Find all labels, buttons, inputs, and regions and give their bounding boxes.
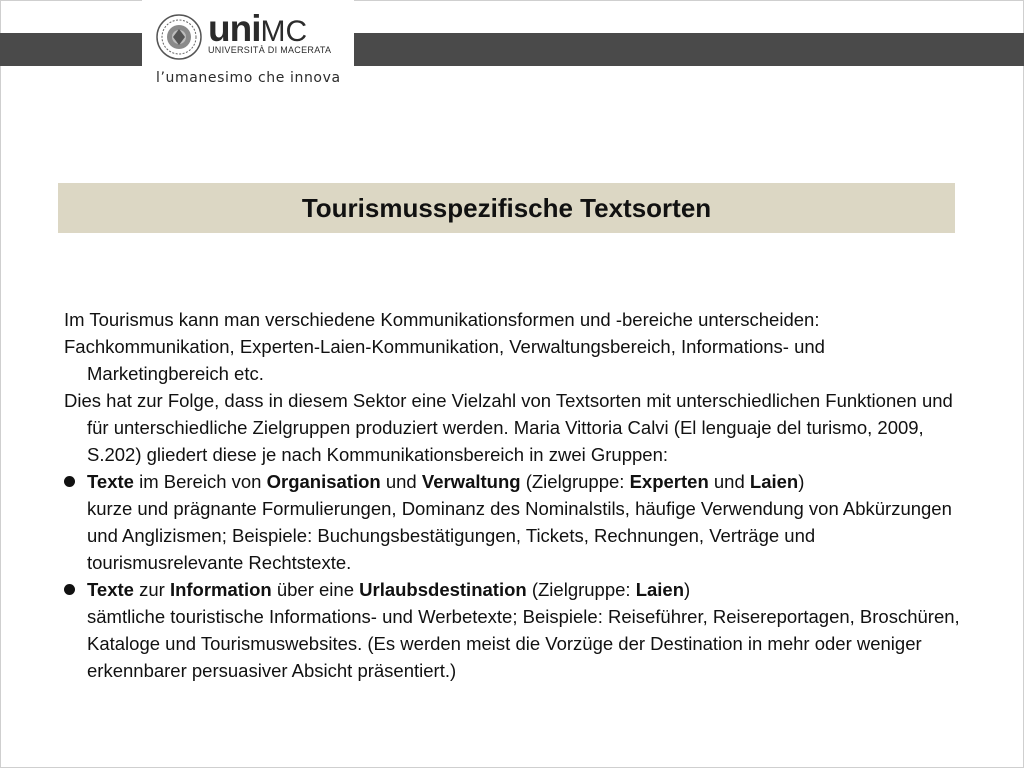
slide-content xyxy=(64,306,964,684)
unimc-logo xyxy=(142,0,354,92)
logo-wordmark xyxy=(208,10,307,47)
bullet-body: sämtliche touristische Informations- und Werbetexte; Beispiele: Reiseführer, Reisereportagen, Broschüren, Kataloge und Tourismuswebsites. (Es werden meist die Vorzüge der Destination in mehr oder weniger erkennbarer persuasiver Absicht präsentiert.) xyxy=(87,606,960,681)
bullet-heading: Texte zur Information über eine Urlaubsdestination (Zielgruppe: Laien) xyxy=(87,579,691,600)
paragraph: Dies hat zur Folge, dass in diesem Sektor eine Vielzahl von Textsorten mit unterschiedlichen Funktionen und für unterschiedliche Zielgruppen produziert werden. Maria Vittoria Calvi (El lenguaje del turismo, 2009, S.202) gliedert diese je nach Kommunikationsbereich in zwei Gruppen: xyxy=(64,390,953,465)
header-bar-left xyxy=(0,33,142,66)
bullet-dot-icon xyxy=(64,476,75,487)
bullet-item xyxy=(64,468,964,576)
logo-university-name: UNIVERSITÀ DI MACERATA xyxy=(208,45,332,55)
logo-uni: uni xyxy=(208,8,261,49)
slide-title: Tourismusspezifische Textsorten xyxy=(301,192,712,223)
bullet-body: kurze und prägnante Formulierungen, Dominanz des Nominalstils, häufige Verwendung von Abkürzungen und Anglizismen; Beispiele: Buchungsbestätigungen, Tickets, Rechnungen, Verträge und tourismusrelevante Rechtstexte. xyxy=(87,498,952,573)
bullet-item xyxy=(64,576,964,684)
bullet-heading: Texte im Bereich von Organisation und Verwaltung (Zielgruppe: Experten und Laien) xyxy=(87,471,805,492)
logo-mc: MC xyxy=(260,15,308,48)
title-banner xyxy=(58,183,955,233)
bullet-dot-icon xyxy=(64,584,75,595)
header-bar-right xyxy=(354,33,1024,66)
paragraph: Im Tourismus kann man verschiedene Kommunikationsformen und -bereiche unterscheiden: xyxy=(64,309,820,330)
paragraph: Fachkommunikation, Experten-Laien-Kommunikation, Verwaltungsbereich, Informations- und Marketingbereich etc. xyxy=(64,336,825,384)
logo-tagline: l’umanesimo che innova xyxy=(156,70,341,86)
university-seal-icon xyxy=(156,14,202,60)
